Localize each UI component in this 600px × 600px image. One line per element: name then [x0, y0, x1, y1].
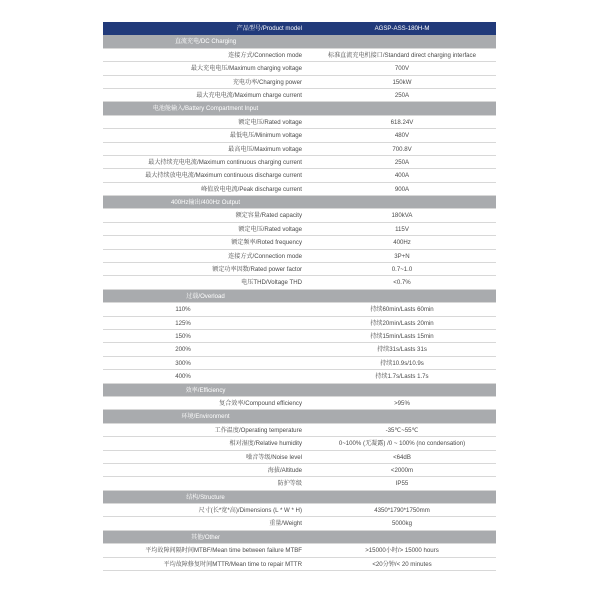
- spec-row: [103, 370, 496, 383]
- spec-value: -35℃~55℃: [385, 426, 419, 434]
- spec-row: [103, 276, 496, 289]
- spec-row: [103, 62, 496, 75]
- spec-label: 连接方式/Connection mode: [228, 252, 302, 260]
- spec-label: 噪音等级/Noise level: [246, 453, 302, 461]
- spec-value: IP55: [395, 480, 409, 488]
- section-title: 电池舱输入/Battery Compartment Input: [152, 105, 259, 113]
- spec-row: [103, 477, 496, 490]
- spec-value: <0.7%: [393, 279, 411, 287]
- spec-value: 180kVA: [391, 212, 413, 220]
- spec-value: 持续20min/Lasts 20min: [370, 319, 434, 327]
- section-header: [103, 531, 496, 544]
- spec-value: 持续31s/Lasts 31s: [377, 346, 427, 354]
- spec-row: [103, 183, 496, 196]
- spec-value: 115V: [395, 225, 409, 233]
- spec-row: [103, 250, 496, 263]
- spec-row: [103, 169, 496, 182]
- spec-label: 额定频率/Roted frequency: [231, 239, 302, 247]
- spec-value: 3P+N: [394, 252, 410, 260]
- spec-row: [103, 357, 496, 370]
- spec-label: 200%: [175, 346, 191, 354]
- spec-label: 125%: [175, 319, 191, 327]
- spec-value: <64dB: [393, 453, 411, 461]
- title-row: [103, 22, 496, 35]
- spec-label: 峰值放电电流/Peak discharge current: [201, 185, 302, 193]
- section-title: 其他/Other: [190, 533, 221, 541]
- spec-row: [103, 223, 496, 236]
- spec-value: 480V: [394, 132, 410, 140]
- section-header: [103, 102, 496, 115]
- spec-value: 250A: [394, 91, 410, 99]
- section-header: [103, 491, 496, 504]
- spec-row: [103, 517, 496, 530]
- spec-row: [103, 437, 496, 450]
- section-header: [103, 35, 496, 48]
- section-header: [103, 410, 496, 423]
- spec-value: 150kW: [392, 78, 412, 86]
- spec-row: [103, 129, 496, 142]
- section-header: [103, 290, 496, 303]
- section-header: [103, 384, 496, 397]
- spec-row: [103, 317, 496, 330]
- spec-label: 最大持续充电电流/Maximum continuous charging current: [148, 158, 302, 166]
- spec-row: [103, 504, 496, 517]
- section-title: 环境/Environment: [181, 413, 230, 421]
- spec-label: 复合效率/Compound efficiency: [219, 399, 302, 407]
- spec-label: 重量/Weight: [269, 520, 302, 528]
- spec-value: 250A: [394, 158, 410, 166]
- spec-value: 持续1.7s/Lasts 1.7s: [375, 373, 429, 381]
- spec-row: [103, 544, 496, 557]
- spec-row: [103, 558, 496, 571]
- section-title: 直流充电/DC Charging: [174, 38, 237, 46]
- spec-row: [103, 49, 496, 62]
- spec-value: 700V: [394, 65, 410, 73]
- spec-label: 额定电压/Rated voltage: [238, 225, 302, 233]
- spec-row: [103, 263, 496, 276]
- spec-value: 400Hz: [393, 239, 411, 247]
- spec-label: 最低电压/Minimum voltage: [229, 132, 302, 140]
- spec-value: 持续15min/Lasts 15min: [370, 332, 434, 340]
- spec-value: >15000小时/> 15000 hours: [365, 547, 439, 555]
- section-header: [103, 196, 496, 209]
- spec-value: 700.8V: [392, 145, 412, 153]
- spec-value: 持续60min/Lasts 60min: [370, 306, 434, 314]
- spec-row: [103, 451, 496, 464]
- spec-row: [103, 76, 496, 89]
- spec-label: 尺寸(长*宽*高)/Dimensions (L * W * H): [198, 507, 302, 515]
- spec-row: [103, 464, 496, 477]
- spec-label: 防护等级: [277, 480, 302, 488]
- spec-row: [103, 343, 496, 356]
- spec-label: 最大充电电流/Maximum charge current: [196, 91, 302, 99]
- spec-label: 连接方式/Connection mode: [228, 51, 302, 59]
- spec-row: [103, 89, 496, 102]
- spec-label: 额定容量/Rated capacity: [235, 212, 302, 220]
- spec-value: <20分钟/< 20 minutes: [372, 560, 432, 568]
- spec-value: 4350*1790*1750mm: [374, 507, 430, 515]
- spec-label: 110%: [175, 306, 191, 314]
- spec-label: 充电功率/Charging power: [232, 78, 302, 86]
- spec-label: 300%: [175, 359, 191, 367]
- spec-label: 150%: [175, 332, 191, 340]
- spec-value: >95%: [394, 399, 410, 407]
- spec-label: 最大持续放电电流/Maximum continuous discharge current: [145, 172, 302, 180]
- spec-row: [103, 156, 496, 169]
- spec-label: 平均故障间隔时间MTBF/Mean time between failure MTBF: [145, 547, 302, 555]
- spec-value: <2000m: [390, 466, 414, 474]
- spec-label: 最大充电电压/Maximum charging voltage: [190, 65, 302, 73]
- spec-label: 额定电压/Rated voltage: [238, 118, 302, 126]
- spec-value: 618.24V: [390, 118, 414, 126]
- section-title: 400Hz输出/400Hz Output: [170, 199, 241, 207]
- title-label: 产品型号/Product model: [236, 25, 302, 32]
- title-value: AGSP-ASS-180H-M: [374, 25, 430, 32]
- spec-label: 平均故障修复时间MTTR/Mean time to repair MTTR: [163, 560, 302, 568]
- section-title: 结构/Structure: [186, 493, 225, 501]
- section-title: 过载/Overload: [186, 292, 225, 300]
- section-title: 效率/Efficiency: [185, 386, 226, 394]
- spec-row: [103, 397, 496, 410]
- spec-label: 最高电压/Maximum voltage: [228, 145, 302, 153]
- spec-value: 0~100% (无凝露) /0 ~ 100% (no condensation): [338, 440, 466, 448]
- spec-label: 海拔/Altitude: [267, 466, 302, 474]
- spec-value: 400A: [394, 172, 410, 180]
- spec-value: 0.7~1.0: [391, 266, 413, 274]
- spec-row: [103, 424, 496, 437]
- spec-row: [103, 236, 496, 249]
- spec-value: 持续10.9s/10.9s: [380, 359, 424, 367]
- spec-label: 400%: [175, 373, 191, 381]
- spec-value: 5000kg: [392, 520, 412, 528]
- spec-row: [103, 116, 496, 129]
- spec-row: [103, 209, 496, 222]
- spec-label: 电压THD/Voltage THD: [241, 279, 302, 287]
- spec-value: 900A: [394, 185, 410, 193]
- spec-label: 相对湿度/Relative humidity: [229, 440, 302, 448]
- spec-label: 工作温度/Operating temperature: [214, 426, 302, 434]
- spec-row: [103, 303, 496, 316]
- spec-label: 额定功率因数/Rated power factor: [212, 266, 302, 274]
- spec-row: [103, 143, 496, 156]
- spec-row: [103, 330, 496, 343]
- spec-table: [103, 22, 496, 571]
- spec-value: 标准直流充电机接口/Standard direct charging interface: [328, 51, 476, 59]
